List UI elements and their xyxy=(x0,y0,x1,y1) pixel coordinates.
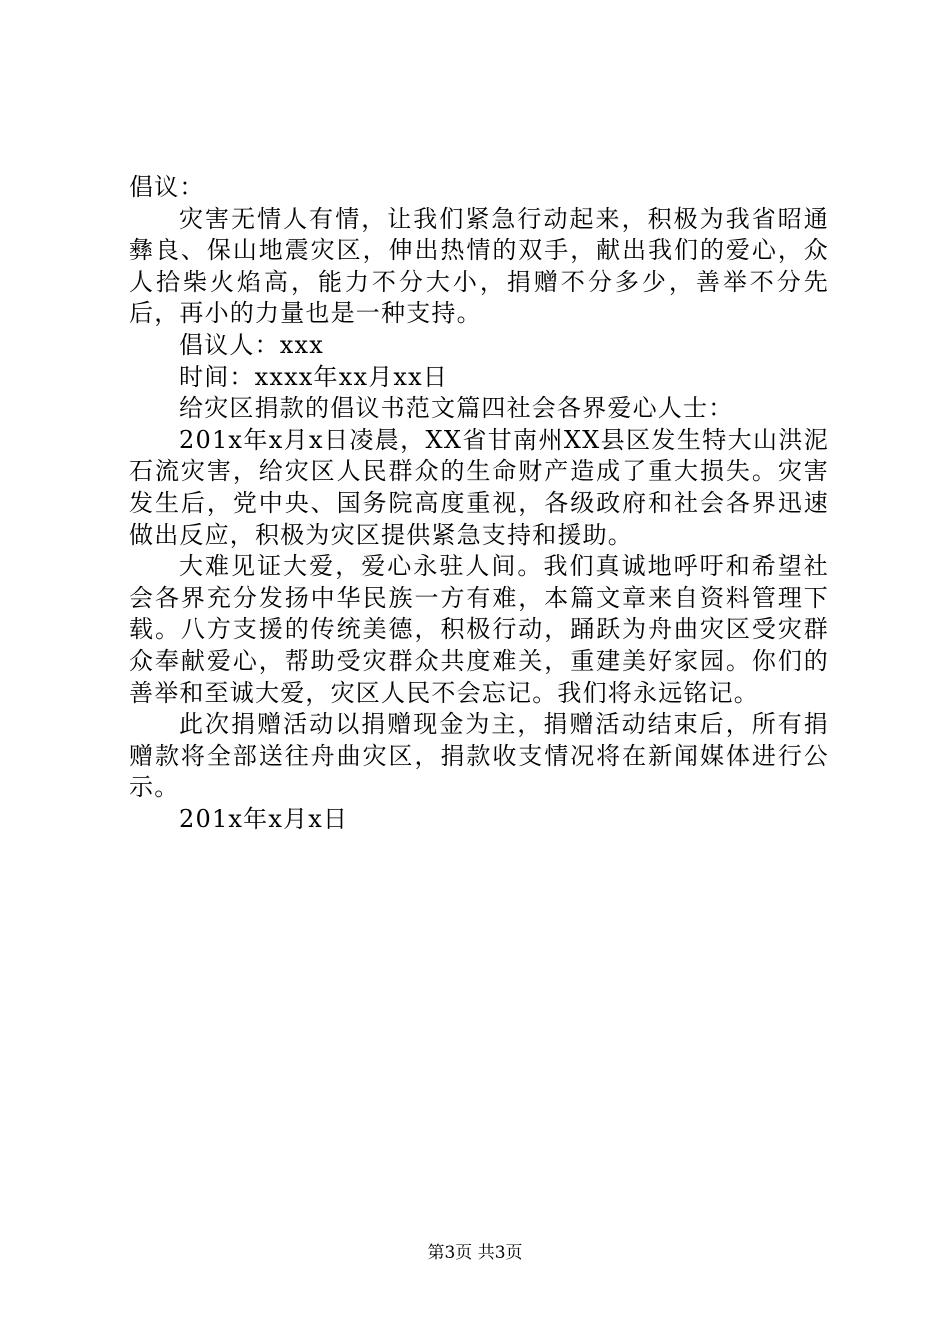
paragraph-disaster: 201x年x月x日凌晨，XX省甘南州XX县区发生特大山洪泥石流灾害，给灾区人民群众的生命财产造成了重大损失。灾害发生后，党中央、国务院高度重视，各级政府和社会各界迅速做出反应，积极为灾区提供紧急支持和援助。 xyxy=(129,425,829,549)
paragraph-heading: 倡议： xyxy=(129,173,205,201)
paragraph-time: 时间：xxxx年xx月xx日 xyxy=(179,362,449,391)
paragraph-donation: 此次捐赠活动以捐赠现金为主，捐赠活动结束后，所有捐赠款将全部送往舟曲灾区，捐款收支情况将在新闻媒体进行公示。 xyxy=(129,710,829,802)
paragraph-section-title: 给灾区捐款的倡议书范文篇四社会各界爱心人士： xyxy=(179,394,734,423)
document-body xyxy=(129,172,829,835)
paragraph-appeal: 灾害无情人有情，让我们紧急行动起来，积极为我省昭通彝良、保山地震灾区，伸出热情的双手，献出我们的爱心，众人拾柴火焰高，能力不分大小，捐赠不分多少，善举不分先后，再小的力量也是一种支持。 xyxy=(129,204,829,328)
paragraph-call: 大难见证大爱，爱心永驻人间。我们真诚地呼吁和希望社会各界充分发扬中华民族一方有难，本篇文章来自资料管理下载。八方支援的传统美德，积极行动，踊跃为舟曲灾区受灾群众奉献爱心，帮助受灾群众共度难关，重建美好家园。你们的善举和至诚大爱，灾区人民不会忘记。我们将永远铭记。 xyxy=(129,552,829,707)
page-number-footer: 第3页 共3页 xyxy=(427,1243,523,1263)
paragraph-date: 201x年x月x日 xyxy=(179,804,349,833)
paragraph-proposer: 倡议人：xxx xyxy=(179,330,325,359)
